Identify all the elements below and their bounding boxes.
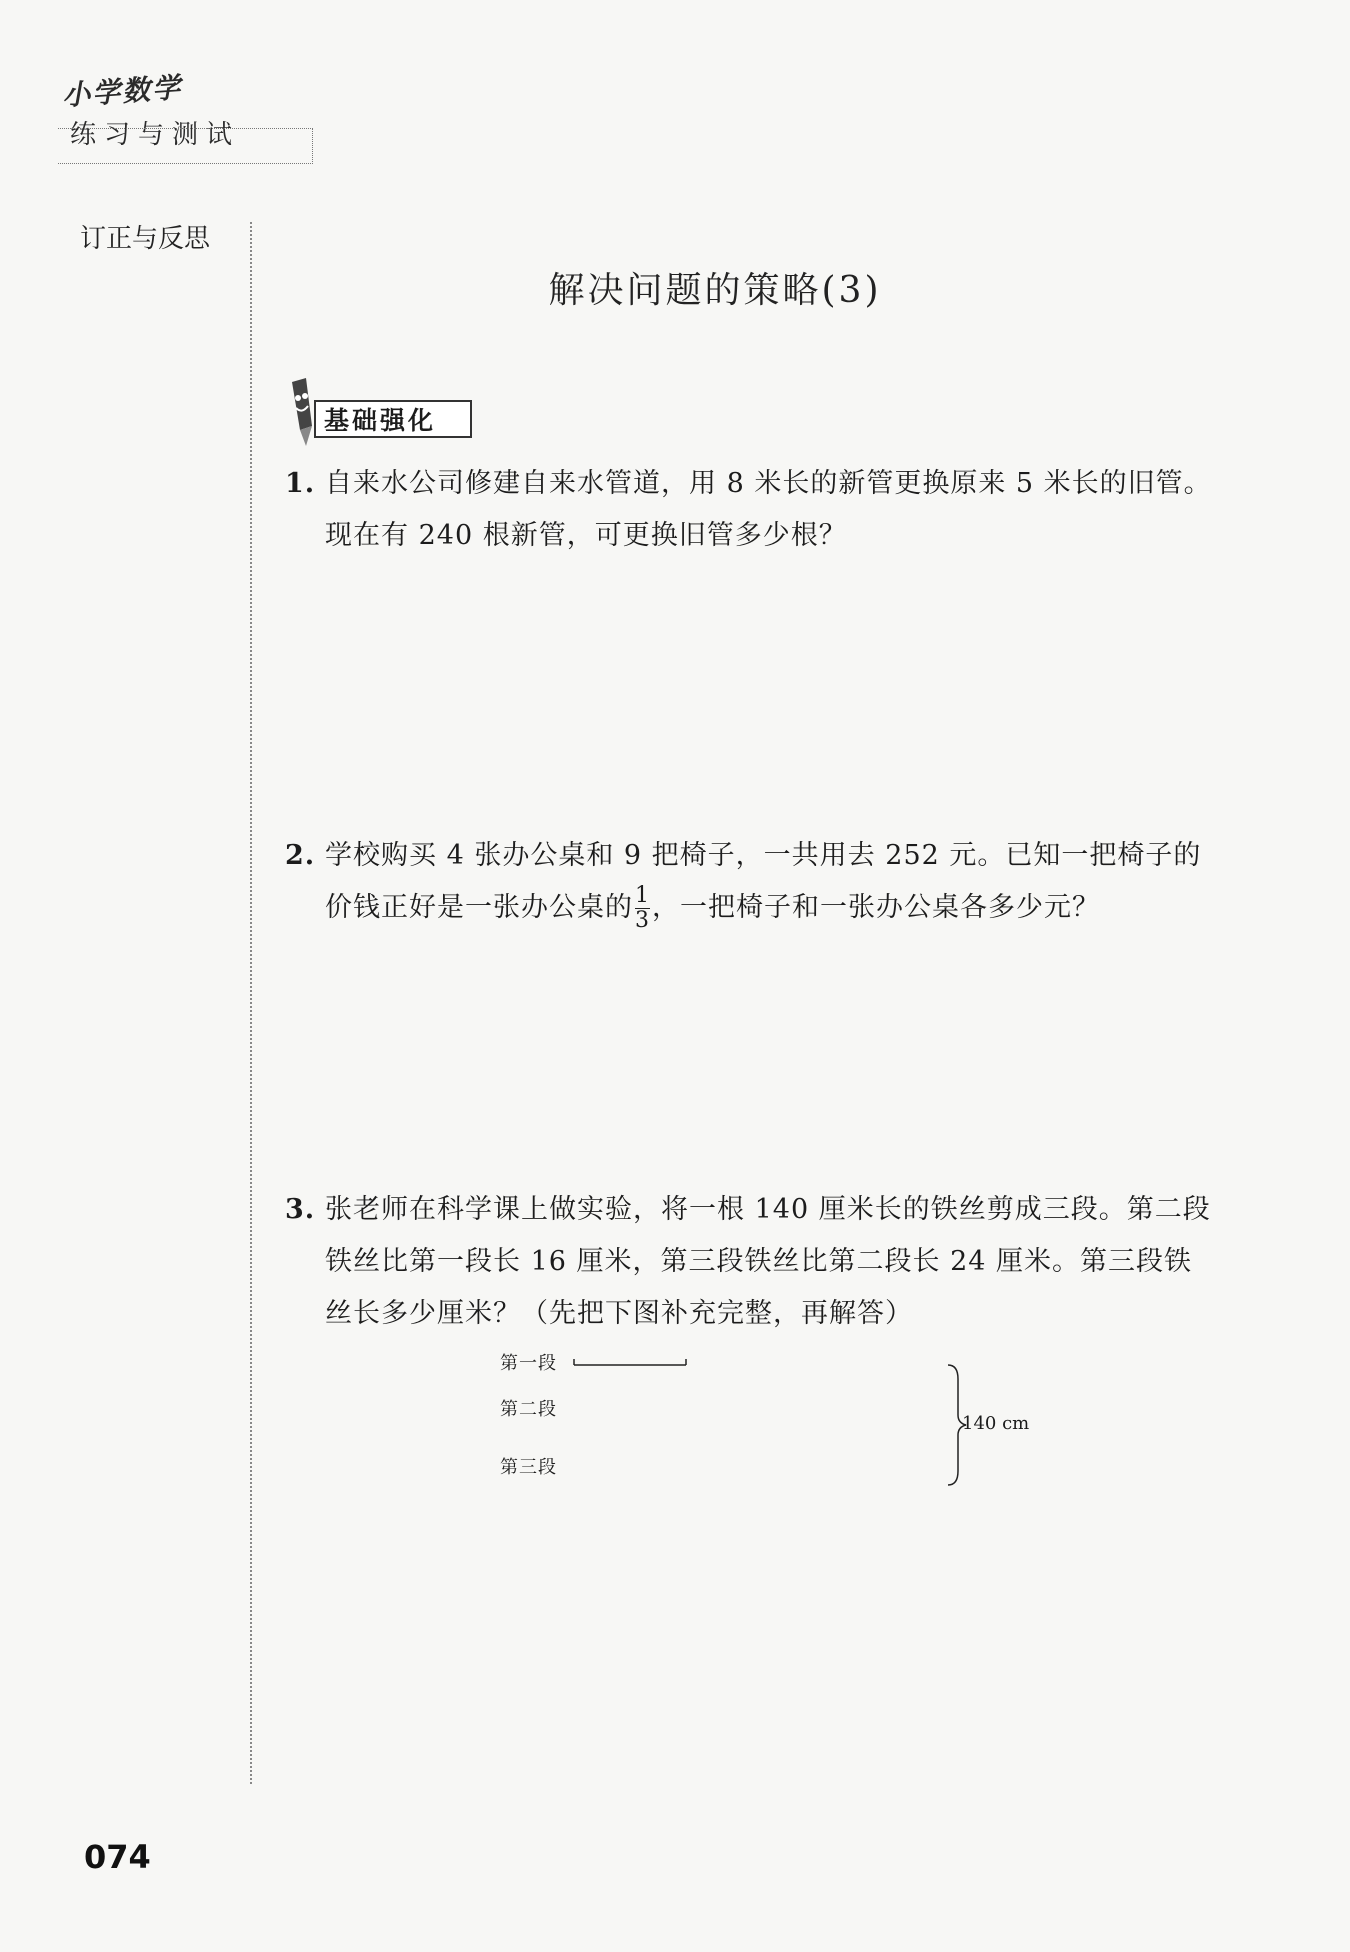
question-2: [285, 830, 1215, 934]
margin-divider: [250, 222, 252, 1784]
brand-title: 小学数学: [61, 70, 184, 113]
question-1: [285, 458, 1215, 562]
lesson-title: 解决问题的策略(3): [548, 270, 882, 311]
pencil-mascot-icon: [286, 378, 316, 448]
question-text-part: ，一把椅子和一张办公桌各多少元？: [652, 892, 1100, 923]
segment-label-1: 第一段: [500, 1353, 557, 1374]
segment-label-2: 第二段: [500, 1399, 557, 1420]
total-length-label: 140 cm: [962, 1413, 1030, 1434]
question-3: [285, 1184, 1215, 1340]
question-number: 1.: [285, 468, 316, 499]
question-text: 自来水公司修建自来水管道，用 8 米长的新管更换原来 5 米长的旧管。现在有 240 根新管，可更换旧管多少根？: [325, 468, 1212, 551]
question-number: 3.: [285, 1194, 316, 1225]
fraction-denominator: 3: [635, 908, 650, 933]
section-badge: 基础强化: [314, 400, 472, 438]
correction-reflection-label: 订正与反思: [80, 224, 211, 254]
brand-dotted-box: [58, 128, 313, 164]
fraction-one-third: [635, 884, 650, 933]
segment-diagram: [500, 1345, 1060, 1505]
segment-label-3: 第三段: [500, 1457, 557, 1478]
question-number: 2.: [285, 840, 316, 871]
question-text: 张老师在科学课上做实验，将一根 140 厘米长的铁丝剪成三段。第二段铁丝比第一段长 16 厘米，第三段铁丝比第二段长 24 厘米。第三段铁丝长多少厘米？（先把下图补充完整，再解答）: [325, 1194, 1211, 1329]
question-text-part: 学校购买 4 张办公桌和 9 把椅子，一共用去 252 元。已知一把椅子的价钱正好是一张办公桌的: [325, 840, 1202, 923]
page-number: 074: [84, 1838, 151, 1876]
fraction-numerator: 1: [635, 883, 650, 908]
question-text: [285, 830, 1215, 934]
brand-subtitle: 练习与测试: [70, 120, 241, 150]
